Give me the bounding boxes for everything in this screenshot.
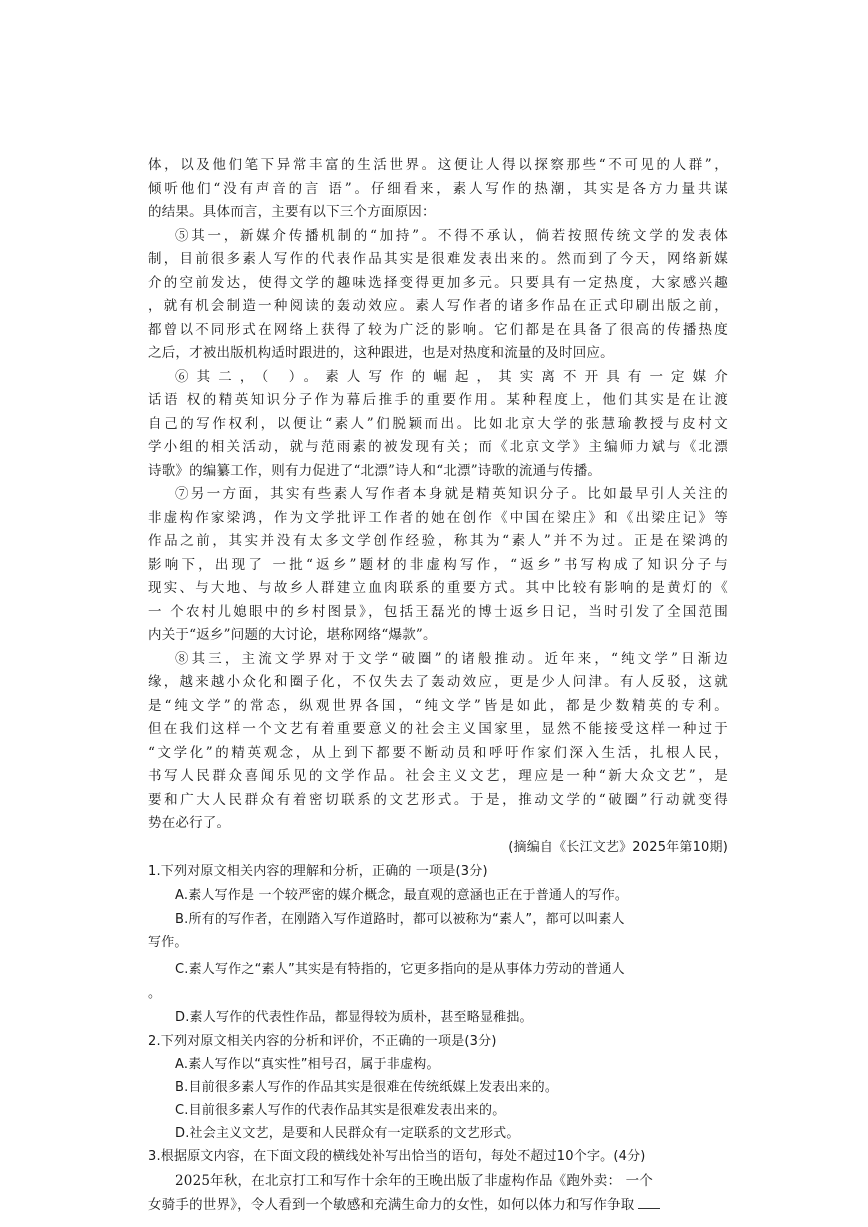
text-line: 现实、与大地、与故乡人群建立血肉联系的重要方式。其中比较有影响的是黄灯的《 [148,580,728,596]
text-line: 影响下，出现了 一批“返乡”题材的非虚构写作，“返乡”书写构成了知识分子与 [148,557,728,573]
text-line: 体，以及他们笔下异常丰富的生活世界。这便让人得以探察那些“不可见的人群”， [148,157,728,173]
text-line: 缘，越来越小众化和圈子化，不仅失去了轰动效应，更是少人问津。有人反驳，这就 [148,674,728,690]
paragraph-6-line: ⑥其二，（ ）。素人写作的崛起，其实离不开具有一定媒介 [175,369,728,385]
question-1-option-d[interactable]: D.素人写作的代表性作品，都显得较为质朴，甚至略显稚拙。 [175,1010,533,1025]
text-line: 学小组的相关活动，就与范雨素的被发现有关；而《北京文学》主编师力斌与《北漂 [148,439,728,455]
text-line: 要和广大人民群众有着密切联系的文艺形式。于是，推动文学的“破圈”行动就变得 [148,792,728,808]
text-line: ，就有机会制造一种阅读的轰动效应。素人写作者的诸多作品在正式印刷出版之前， [148,298,728,314]
question-1-stem: 1.下列对原文相关内容的理解和分析，正确的 一项是(3分) [148,864,488,879]
question-1-option-c-cont: 。 [148,986,162,1001]
text-line: 制，目前很多素人写作的代表作品其实是很难发表出来的。然而到了今天，网络新媒 [148,251,728,267]
text-line: 之后，才被出版机构适时跟进的，这种跟进，也是对热度和流量的及时回应。 [148,345,614,361]
text-line: 势在必行了。 [148,815,231,831]
question-1-option-a[interactable]: A.素人写作是 一个较严密的媒介概念，最直观的意涵也正在于普通人的写作。 [175,888,629,903]
question-2-option-b[interactable]: B.目前很多素人写作的作品其实是很难在传统纸媒上发表出来的。 [175,1080,559,1095]
text-line: 非虚构作家梁鸿，作为文学批评工作者的她在创作《中国在梁庄》和《出梁庄记》等 [148,510,728,526]
text-line: 作品之前，其实并没有太多文学创作经验，称其为“素人”并不为过。正是在梁鸿的 [148,533,728,549]
question-3-passage-line: 2025年秋，在北京打工和写作十余年的王晚出版了非虚构作品《跑外卖： 一个 [175,1173,654,1189]
question-1-option-c[interactable]: C.素人写作之“素人”其实是有特指的，它更多指向的是从事体力劳动的普通人 [175,962,625,977]
text-line: 内关于“返乡”问题的大讨论，堪称网络“爆款”。 [148,627,437,643]
question-2-option-a[interactable]: A.素人写作以“真实性”相号召，属于非虚构。 [175,1057,440,1072]
question-2-stem: 2.下列对原文相关内容的分析和评价，不正确的一项是(3分) [148,1034,497,1049]
text-line: 都曾以不同形式在网络上获得了较为广泛的影响。它们都是在具备了很高的传播热度 [148,322,728,338]
text-line: 一 个农村儿媳眼中的乡村图景》，包括王磊光的博士返乡日记，当时引发了全国范围 [148,604,728,620]
text-line: 自己的写作权利，以便让“素人”们脱颖而出。比如北京大学的张慧瑜教授与皮村文 [148,416,728,432]
text-line: 的结果。具体而言，主要有以下三个方面原因： [148,204,436,220]
paragraph-5-line: ⑤其一，新媒介传播机制的“加持”。不得不承认，倘若按照传统文学的发表体 [175,228,728,244]
question-3-passage-text: 女骑手的世界》，令人看到一个敏感和充满生命力的女性，如何以体力和写作争取 [148,1197,635,1213]
question-1-option-b-cont: 写作。 [148,935,188,950]
answer-blank[interactable] [638,1194,660,1209]
paragraph-8-line: ⑧其三，主流文学界对于文学“破圈”的诸般推动。近年来，“纯文学”日渐边 [175,651,728,667]
question-3-passage-line [148,1194,708,1215]
question-3-stem: 3.根据原文内容，在下面文段的横线处补写出恰当的语句，每处不超过10个字。(4分) [148,1149,646,1164]
text-line: 书写人民群众喜闻乐见的文学作品。社会主义文艺，理应是一种“新大众文艺”，是 [148,768,728,784]
paragraph-7-line: ⑦另一方面，其实有些素人写作者本身就是精英知识分子。比如最早引人关注的 [175,486,728,502]
text-line: 倾听他们“没有声音的言 语”。仔细看来，素人写作的热潮，其实是各方力量共谋 [148,181,728,197]
text-line: 但在我们这样一个文艺有着重要意义的社会主义国家里，显然不能接受这样一种过于 [148,721,728,737]
text-line: “文学化”的精英观念，从上到下都要不断动员和呼吁作家们深入生活，扎根人民， [148,745,728,761]
question-1-option-b[interactable]: B.所有的写作者，在刚踏入写作道路时，都可以被称为“素人”，都可以叫素人 [175,912,625,927]
text-line: 介的空前发达，使得文学的趣味选择变得更加多元。只要具有一定热度，大家感兴趣 [148,275,728,291]
source-citation: (摘编自《长江文艺》2025年第10期) [508,840,728,855]
question-2-option-c[interactable]: C.目前很多素人写作的代表作品其实是很难发表出来的。 [175,1103,506,1118]
text-line: 是“纯文学”的常态，纵观世界各国，“纯文学”皆是如此，都是少数精英的专利。 [148,698,728,714]
question-2-option-d[interactable]: D.社会主义文艺，是要和人民群众有一定联系的文艺形式。 [175,1126,520,1141]
text-line: 诗歌》的编纂工作，则有力促进了“北漂”诗人和“北漂”诗歌的流通与传播。 [148,463,602,479]
text-line: 话语 权的精英知识分子作为幕后推手的重要作用。某种程度上，他们其实是在让渡 [148,392,728,408]
